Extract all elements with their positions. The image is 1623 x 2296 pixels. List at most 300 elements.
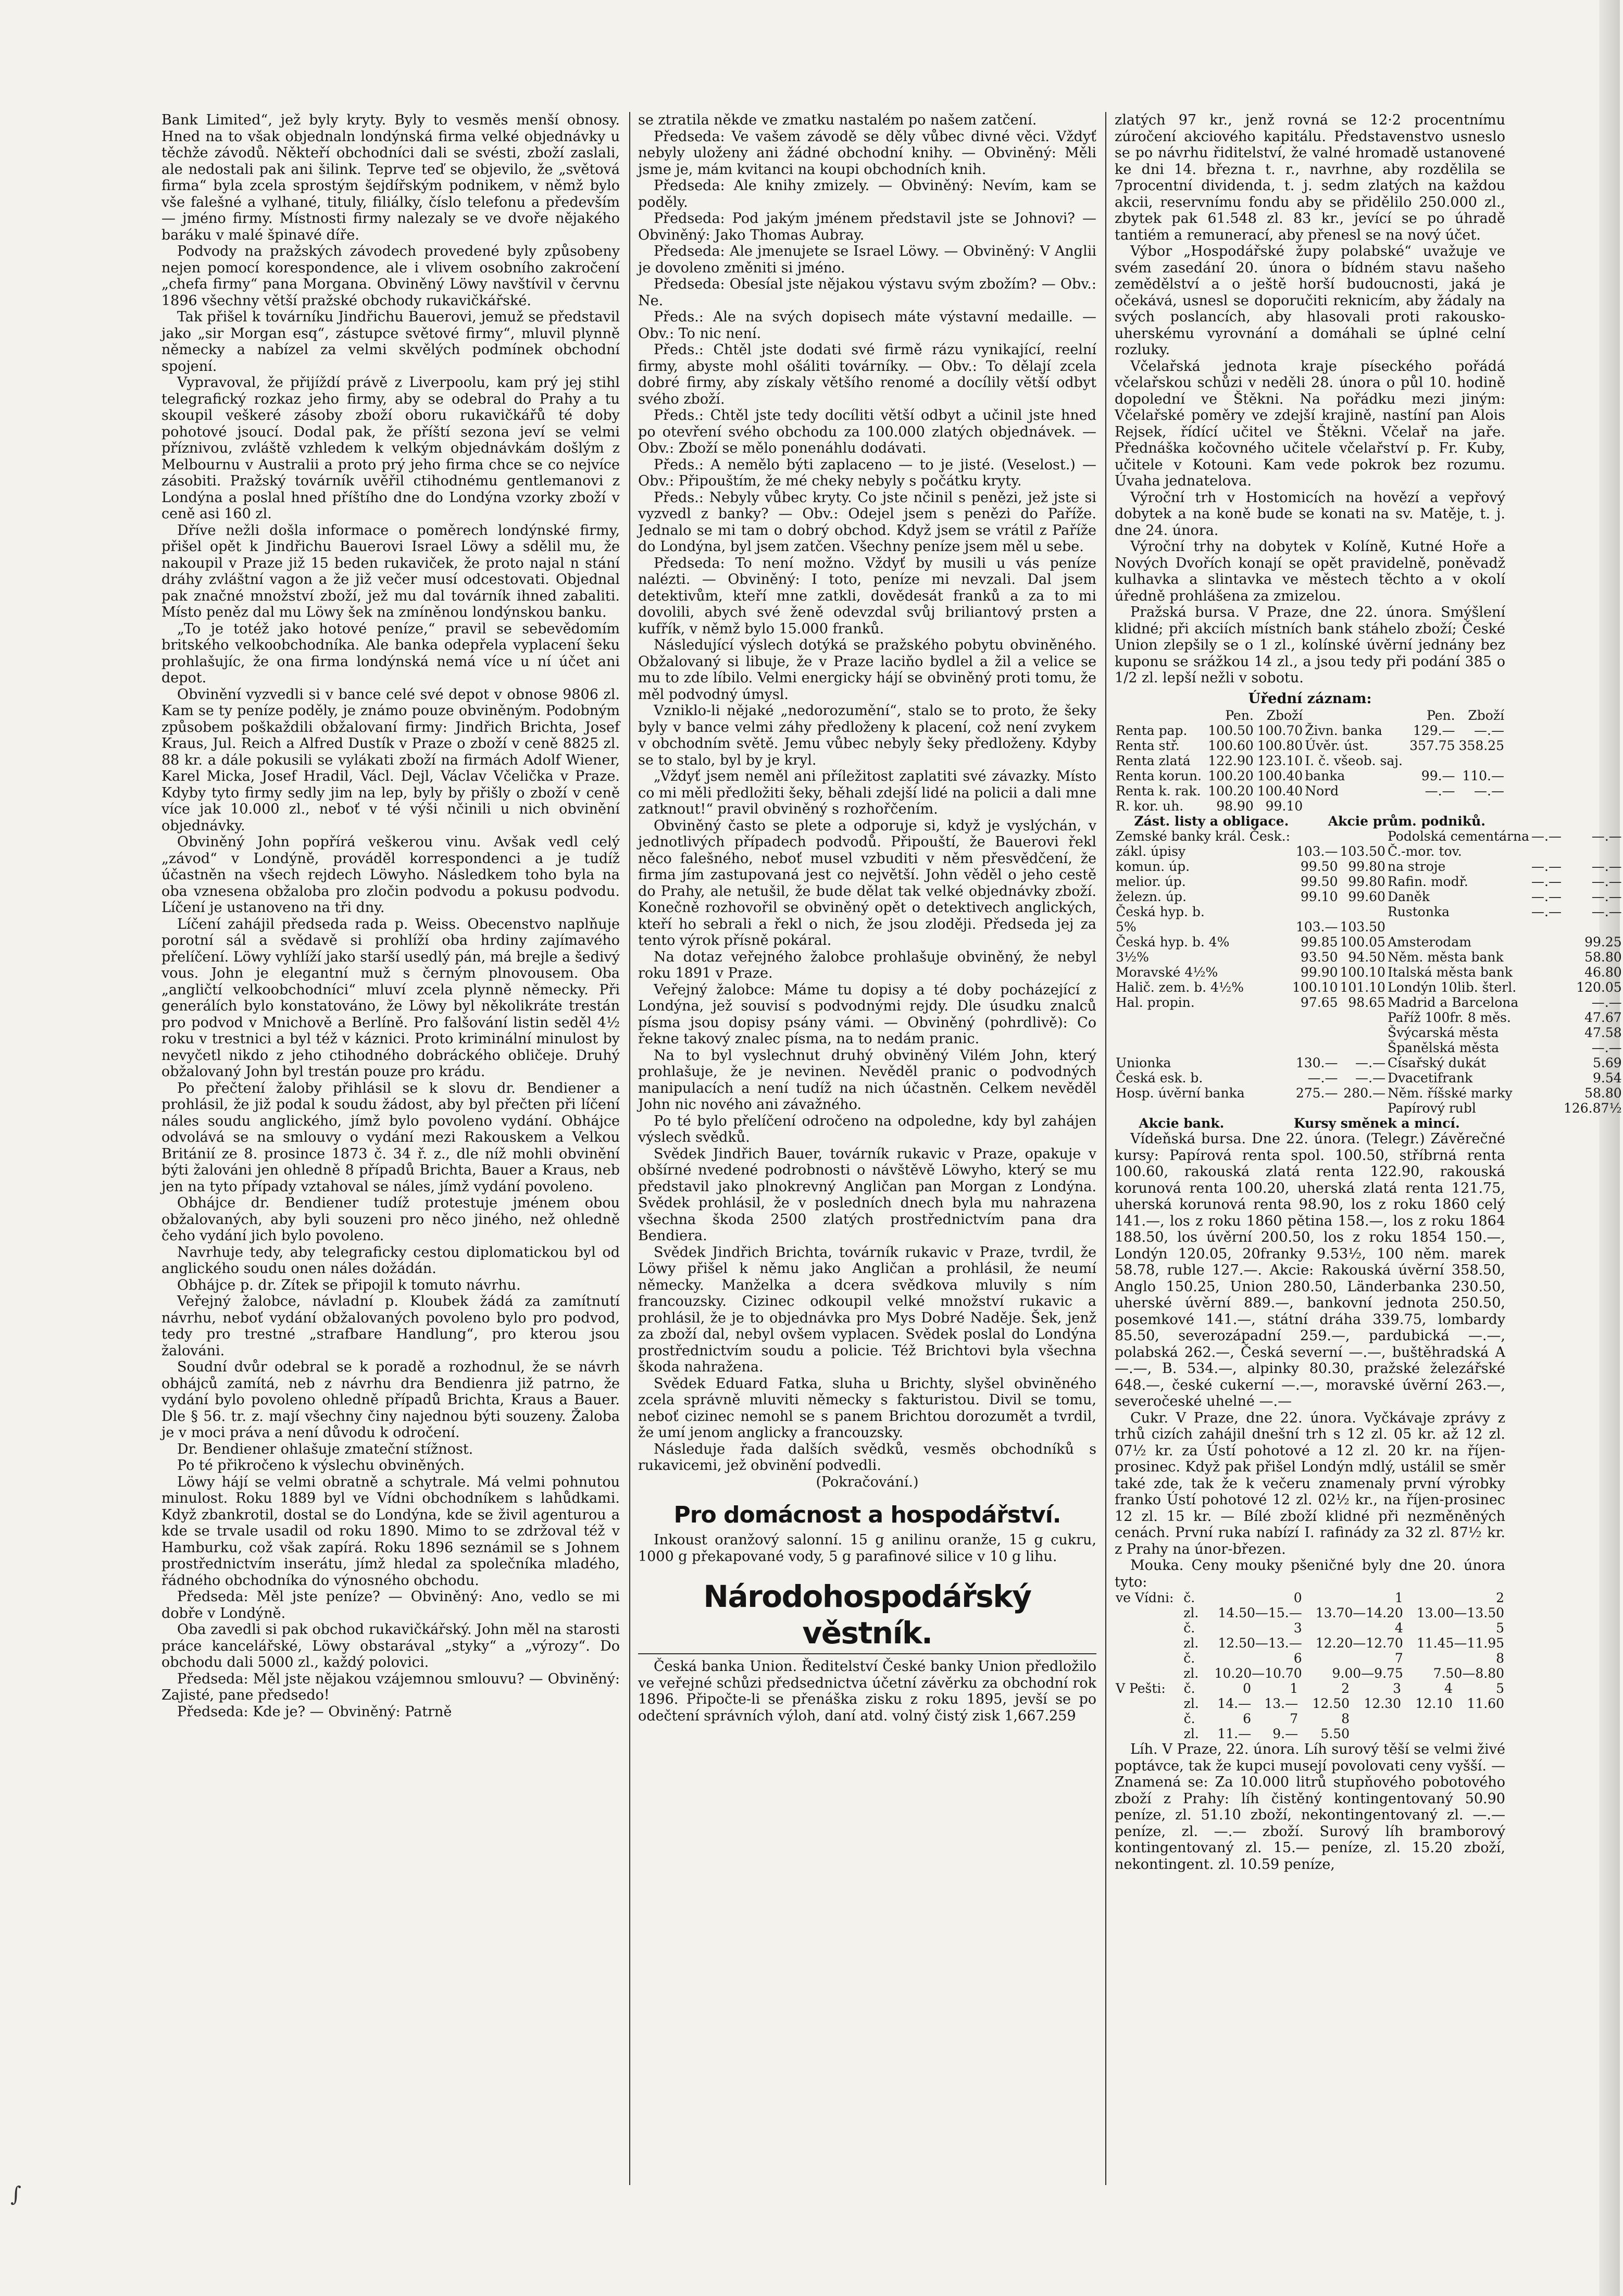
table-cell: [1530, 1025, 1563, 1040]
table-cell: Španělská města: [1387, 1040, 1500, 1055]
table-cell: [1339, 904, 1386, 919]
table-cell: 99.50: [1300, 874, 1338, 889]
table-cell: 99.85: [1300, 934, 1338, 950]
table-cell: 12.20—12.70: [1315, 1636, 1403, 1651]
table-row: [1115, 753, 1505, 768]
table-cell: 4: [1444, 1681, 1453, 1696]
table-cell: 280.—: [1343, 1085, 1385, 1101]
table-cell: 97.65: [1300, 995, 1338, 1010]
paragraph: Výroční trh v Hostomicích na hovězí a vepřový dobytek a na koně bude se konati na sv. Matěje, t. j. dne 24. února.: [1115, 489, 1505, 539]
table-cell: 101.10: [1340, 980, 1385, 995]
table-cell: Hal. propin.: [1116, 995, 1195, 1010]
table-cell: 99.80: [1348, 859, 1385, 874]
table-row: [1115, 889, 1623, 904]
table-cell: [1291, 1010, 1339, 1025]
newspaper-page: [161, 112, 1622, 2206]
paragraph: Obviněný často se plete a odporuje si, když je vyslýchán, v jednotlivých případech podvodů. Připouští, že Bauerovi řekl něco falešného, neboť musel vzbuditi v něm přesvědčení, že firma jím zastupovaná jest co největší. John věděl o jeho cestě do Prahy, ale netušil, že bude dělat tak velké objednávky zboží. Konečně rozhovořil se obviněný opět o detektivech anglických, kteří ho sebrali a řekl o nich, že jsou zloději. Předseda jej za tento výrok přísně pokáral.: [638, 817, 1096, 949]
table-cell: —.—: [1591, 1040, 1622, 1055]
table-cell: 98.65: [1348, 995, 1385, 1010]
table-row: [1115, 783, 1505, 798]
paragraph: Předseda: Ale jmenujete se Israel Löwy. — Obviněný: V Anglii je dovoleno změniti si jméno.: [638, 243, 1096, 276]
table-cell: 358.25: [1458, 738, 1504, 753]
table-cell: 14.—: [1217, 1696, 1252, 1711]
table-cell: Moravské 4½%: [1116, 965, 1218, 980]
table-row: [1115, 738, 1505, 753]
section-heading-bank-shares: Akcie bank.: [1139, 1116, 1225, 1131]
table-row: [1115, 1696, 1505, 1711]
table-cell: Nord: [1305, 783, 1339, 798]
table-cell: 100.20: [1208, 783, 1254, 798]
paragraph: Předs.: A nemělo býti zaplaceno — to je jisté. (Veselost.) — Obv.: Připouštím, že mé cheky nebyly s počátku kryty.: [638, 456, 1096, 489]
table-cell: [1407, 753, 1456, 768]
table-cell: —.—: [1474, 723, 1504, 738]
table-cell: 13.00—13.50: [1416, 1605, 1504, 1620]
table-cell: 99.60: [1348, 889, 1385, 904]
table-cell: 275.—: [1295, 1085, 1338, 1101]
table-cell: 13.70—14.20: [1315, 1605, 1403, 1620]
table-cell: [1339, 1101, 1386, 1116]
table-cell: [1530, 980, 1563, 995]
table-cell: Amsterodam: [1387, 934, 1472, 950]
table-row: [1115, 1620, 1505, 1636]
table-cell: 8: [1341, 1711, 1350, 1726]
paragraph: „To je totéž jako hotové peníze,“ pravil se sebevědomím britského velkoobchodníka. Ale banka odepřela vyplacení šeku prohlašujíc, že ona firma londýnská nemá více u ní účet ani depot.: [161, 620, 620, 686]
table-cell: 0: [1243, 1681, 1252, 1696]
table-cell: 58.80: [1584, 1085, 1622, 1101]
table-label: [1115, 1651, 1182, 1666]
table-cell: 103.50: [1340, 919, 1385, 934]
table-cell: —.—: [1474, 783, 1504, 798]
table-cell: 99.—: [1421, 768, 1455, 783]
table-cell: 47.67: [1584, 1010, 1622, 1025]
exchange-record-title: Úřední záznam:: [1248, 690, 1372, 707]
table-row: [1115, 1010, 1623, 1025]
table-row: [1115, 1681, 1505, 1696]
paragraph: Následuje řada dalších svědků, vesměs obchodníků s rukavicemi, jež obvinění podvedli.: [638, 1441, 1096, 1474]
table-cell: [1563, 919, 1623, 934]
table-row: [1115, 768, 1505, 783]
table-row: [1115, 1590, 1505, 1605]
table-cell: 11.—: [1217, 1726, 1252, 1741]
table-cell: 122.90: [1208, 753, 1254, 768]
paragraph: Obvinění vyzvedli si v bance celé své depot v obnose 9806 zl. Kam se ty peníze poděly, je známo pouze obviněným. Podobným způsobem poškaždili obžalovaní firmy: Jindřich Brichta, Josef Kraus, Jul. Reich a Alfred Dustík v Praze o zboží v ceně 8825 zl. 88 kr. a dále pokusili se vylákati zboží na firmách Adolf Wiener, Karel Micka, Josef Hradil, Václ. Dejl, Václav Včelička v Praze. Kdyby tyto firmy sedly jim na lep, byly by přišly o zboží v ceně více jak 10.000 zl., neboť v té výši nčinili u nich obvinění objednávky.: [161, 686, 620, 834]
table-cell: [1456, 753, 1505, 768]
page-edge: [1599, 0, 1620, 2296]
table-cell: [1351, 1711, 1402, 1726]
paragraph: Cukr. V Praze, dne 22. února. Vyčkávaje zprávy z trhů cizích zahájil dnešní trh s 12 zl. 05 kr. až 12 zl. 07½ kr. za Ústí pohotové a 12 zl. 20 kr. na říjen-prosinec. Když pak přišel Londýn mdlý, ustálil se směr také zde, tak že k večeru znamenaly první výrobky franko Ústí pohotové 12 zl. 02½ kr., na říjen-prosinec 12 zl. 15 kr. — Bílé zboží klidné při nezměněných cenách. První ruka nabízí I. rafinády za 32 zl. 87½ kr. z Prahy na únor-březen.: [1115, 1409, 1505, 1557]
table-cell: —.—: [1531, 829, 1562, 844]
table-cell: zl.: [1183, 1726, 1199, 1741]
table-cell: [1530, 965, 1563, 980]
table-cell: [1454, 1726, 1505, 1741]
paragraph: Svědek Jindřich Bauer, továrník rukavic v Praze, opakuje v obšírné nvedené podrobnosti o návštěvě Löwyho, který se mu představil jako plnokrevný Angličan pan Morgan z Londýna. Svědek prohlásil, že v posledních dnech byla mu nahrazena všechna škoda 2500 zlatých prostřednictvím pana dra Bendiera.: [638, 1145, 1096, 1244]
table-cell: [1339, 1010, 1386, 1025]
table-label: [1115, 1726, 1183, 1741]
paragraph: Předseda: Měl jste peníze? — Obviněný: Ano, vedlo se mi dobře v Londýně.: [161, 1589, 620, 1621]
table-cell: Paříž 100fr. 8 měs.: [1387, 1010, 1511, 1025]
table-cell: —.—: [1531, 889, 1562, 904]
table-cell: č.: [1183, 1681, 1195, 1696]
paragraph: Líh. V Praze, 22. února. Líh surový těší se velmi živé poptávce, tak že kupci musejí povolovati ceny vyšší. — Znamená se: Za 10.000 litrů stupňového pobotového zboží z Prahy: líh čistěný kontingentovaný 50.90 peníze, zl. 51.10 zboží, nekontingentovaný zl. —.— peníze, zl. —.— zboží. Surový líh bramborový kontingentovaný zl. 15.— peníze, zl. 15.20 zboží, nekontingent. zl. 10.59 peníze,: [1115, 1741, 1505, 1873]
table-row: [1115, 1101, 1623, 1116]
table-cell: 99.25: [1584, 934, 1622, 950]
table-cell: [1530, 844, 1563, 859]
flour-prices-pest: [1115, 1681, 1505, 1741]
table-row: [1115, 1025, 1623, 1040]
table-cell: 12.10: [1415, 1696, 1453, 1711]
column-1: [161, 112, 620, 2201]
table-cell: zl.: [1183, 1666, 1199, 1681]
paragraph: Oba zavedli si pak obchod rukavičkářský. John měl na starosti práce kancelářské, Löwy obstarával „styky“ a „výrozy“. Do obchodu dali 5000 zl., každý polovici.: [161, 1621, 620, 1670]
table-cell: Renta pap.: [1116, 723, 1188, 738]
table-cell: 3½%: [1116, 950, 1149, 965]
table-cell: 13.—: [1264, 1696, 1299, 1711]
table-cell: Živn. banka: [1305, 723, 1382, 738]
table-cell: 2: [1341, 1681, 1350, 1696]
paragraph: Pražská bursa. V Praze, dne 22. února. Smýšlení klidné; při akciích místních bank stáhelo zboží; České Union zlepšily se o 1 zl., kolínské úvěrní jednány bez kuponu se srážkou 14 zl., a jsou tedy při podání 385 o 1/2 zl. lepší nežli v sobotu.: [1115, 604, 1505, 686]
table-cell: Císařský dukát: [1387, 1055, 1487, 1070]
table-cell: —.—: [1307, 1070, 1338, 1085]
table-cell: 1: [1394, 1590, 1403, 1605]
table-cell: 100.10: [1292, 980, 1338, 995]
table-cell: [1339, 1025, 1386, 1040]
table-cell: Hosp. úvěrní banka: [1116, 1085, 1245, 1101]
table-label: [1115, 1696, 1183, 1711]
table-row: [1115, 723, 1505, 738]
table-cell: [1351, 1726, 1402, 1741]
table-cell: Papírový rubl: [1387, 1101, 1476, 1116]
table-cell: 6: [1293, 1651, 1302, 1666]
paragraph: Veřejný žalobce, návladní p. Kloubek žádá za zamítnutí návrhu, neboť vydání obžalovaných povoleno bylo pro podvod, tedy pro trestné „strafbare Handlung“, pro kterou jsou žalováni.: [161, 1293, 620, 1359]
table-cell: Česká hyp. b. 4%: [1116, 934, 1230, 950]
table-cell: 99.90: [1300, 965, 1338, 980]
table-cell: č.: [1183, 1590, 1195, 1605]
table-cell: 100.05: [1340, 934, 1385, 950]
table-row: [1115, 980, 1623, 995]
table-cell: R. kor. uh.: [1116, 798, 1184, 814]
table-cell: 1: [1290, 1681, 1299, 1696]
table-cell: č.: [1183, 1620, 1195, 1636]
table-cell: 99.80: [1348, 874, 1385, 889]
table-cell: 94.50: [1348, 950, 1385, 965]
section-headings-row: [1115, 814, 1505, 829]
table-cell: 99.10: [1300, 889, 1338, 904]
table-row: [1115, 1726, 1505, 1741]
table-cell: 100.80: [1257, 738, 1303, 753]
table-cell: 130.—: [1295, 1055, 1338, 1070]
paragraph: Na to byl vyslechnut druhý obviněný Vilém John, který prohlašuje, že je nevinen. Nevěděl pranic o podvodných manipulacích a není tudíž na nich účastněn. Celkem nevěděl John nic nového ani závažného.: [638, 1047, 1096, 1113]
table-cell: —.—: [1591, 904, 1622, 919]
table-row: [1115, 1070, 1623, 1085]
paragraph: Obhájce p. dr. Zítek se připojil k tomuto návrhu.: [177, 1277, 521, 1293]
table-row: [1115, 798, 1505, 814]
table-cell: 126.87½: [1563, 1101, 1622, 1116]
table-cell: —.—: [1591, 829, 1622, 844]
paragraph: Předseda: To není možno. Vždyť by musili u vás peníze nalézti. — Obviněný: I toto, peníze mi nevzali. Dal jsem detektivům, kteří mne zatkli, dovědesát franků a za to mi dovolili, abych své ženě odevzdal svůj briliantový prsten a kufřík, v němž bylo 15.000 franků.: [638, 555, 1096, 637]
table-cell: 99.10: [1265, 798, 1303, 814]
section-headings-row: [1115, 1116, 1505, 1131]
table-cell: [1563, 844, 1623, 859]
paragraph: Po té bylo přelíčení odročeno na odpoledne, kdy byl zahájen výslech svědků.: [638, 1113, 1096, 1145]
paragraph: Svědek Eduard Fatka, sluha u Brichty, slyšel obviněného zcela správně mluviti německy s fakturistou. Divil se tomu, neboť cizinec nemohl se s panem Brichtou dorozumět a tvrdil, že umí jenom anglicky a francouzsky.: [638, 1375, 1096, 1441]
table-cell: 103.—: [1295, 844, 1338, 859]
table-cell: 9.—: [1272, 1726, 1299, 1741]
table-cell: 11.45—11.95: [1416, 1636, 1504, 1651]
table-cell: 100.20: [1208, 768, 1254, 783]
table-cell: Renta zlatá: [1116, 753, 1191, 768]
section-heading-industrial-shares: Akcie prům. podniků.: [1328, 814, 1485, 829]
table-cell: 6: [1243, 1711, 1252, 1726]
table-cell: [1339, 1040, 1386, 1055]
table-cell: 110.—: [1462, 768, 1504, 783]
table-header: Pen.: [1225, 708, 1254, 723]
table-cell: [1115, 1101, 1291, 1116]
exchange-table-2: [1115, 829, 1623, 1116]
paragraph: Podvody na pražských závodech provedené byly způsobeny nejen pomocí korespondence, ale i vlivem osobního zakročení „chefa firmy“ pana Morgana. Obviněný Löwy navštívil v červnu 1896 všechny větší pražské obchody rukavičkářské.: [161, 243, 620, 309]
exchange-table-1: [1115, 708, 1505, 814]
table-cell: 3: [1393, 1681, 1402, 1696]
table-cell: 103.50: [1340, 844, 1385, 859]
table-cell: 99.50: [1300, 859, 1338, 874]
paragraph: Dr. Bendiener ohlašuje zmateční stížnost.: [177, 1441, 473, 1457]
table-row: [1115, 859, 1623, 874]
table-cell: [1402, 1711, 1454, 1726]
table-cell: Něm. města bank: [1387, 950, 1504, 965]
table-cell: 5.69: [1593, 1055, 1622, 1070]
table-cell: Italská města bank: [1387, 965, 1513, 980]
continuation-note: (Pokračování.): [816, 1474, 919, 1490]
paragraph: Vzniklo-li nějaké „nedorozumění“, stalo se to proto, že šeky byly v bance velmi záhy předloženy k placení, což není zvykem v obchodním světě. Jemu vůbec nebyly šeky předloženy. Kdyby se to stalo, byl by je kryl.: [638, 703, 1096, 768]
table-cell: 98.90: [1216, 798, 1254, 814]
table-cell: Renta stř.: [1116, 738, 1180, 753]
table-cell: —.—: [1531, 859, 1562, 874]
table-cell: Renta korun.: [1116, 768, 1202, 783]
table-cell: Rustonka: [1387, 904, 1450, 919]
table-label: [1115, 1666, 1182, 1681]
table-cell: 58.80: [1584, 950, 1622, 965]
paragraph: „Vždyť jsem neměl ani příležitost zaplatiti své závazky. Místo co mi měli předložiti šeky, běhali zdejší lidé na policii a dali mne zatknout!“ pravil obviněný s rozhořčením.: [638, 768, 1096, 817]
table-row: [1115, 1040, 1623, 1055]
table-cell: Č.-mor. tov.: [1387, 844, 1462, 859]
table-cell: na stroje: [1387, 859, 1446, 874]
table-cell: Česká esk. b.: [1116, 1070, 1203, 1085]
table-cell: [1291, 1101, 1339, 1116]
table-row: [1115, 1085, 1623, 1101]
table-cell: 14.50—15.—: [1218, 1605, 1302, 1620]
table-cell: 4: [1394, 1620, 1403, 1636]
table-row: [1115, 1711, 1505, 1726]
paragraph: Na dotaz veřejného žalobce prohlašuje obviněný, že nebyl roku 1891 v Praze.: [638, 949, 1096, 981]
table-cell: Londýn 10lib. šterl.: [1387, 980, 1517, 995]
table-cell: zákl. úpisy: [1116, 844, 1186, 859]
table-cell: —.—: [1425, 783, 1455, 798]
table-cell: Rafin. modř.: [1387, 874, 1468, 889]
table-row: [1115, 844, 1623, 859]
table-header: Pen.: [1427, 708, 1455, 723]
table-cell: [1291, 904, 1339, 919]
table-row: [1115, 1636, 1505, 1651]
table-cell: 93.50: [1300, 950, 1338, 965]
paragraph: Následující výslech dotýká se pražského pobytu obviněného. Obžalovaný si libuje, že v Praze laciňo bydlel a žil a velice se mu to zde líbilo. Velmi energicky hájí se obviněný proti tomu, že měl podvodný úmysl.: [638, 637, 1096, 703]
table-cell: —.—: [1591, 995, 1622, 1010]
paragraph: Předseda: Měl jste nějakou vzájemnou smlouvu? — Obviněný: Zajisté, pane předsedo!: [161, 1670, 620, 1703]
paragraph: Dříve nežli došla informace o poměrech londýnské firmy, přišel opět k Jindřichu Bauerovi Israel Löwy a sdělil mu, že nakoupil v Praze již 15 beden rukaviček, že proto najal n stání dráhy zvláštní vagon a že již večer musí odcestovati. Objednal pak značné množství zboží, jež mu dal továrník ihned zabaliti. Místo peněz dal mu Löwy šek na zmíněnou londýnskou banku.: [161, 522, 620, 620]
table-cell: zl.: [1183, 1696, 1199, 1711]
paragraph: Předseda: Ve vašem závodě se děly vůbec divné věci. Vždyť nebyly uloženy ani žádné obchodní knihy. — Obviněný: Měli jsme je, mám kvitanci na koupi obchodních knih.: [638, 128, 1096, 178]
table-cell: 12.30: [1364, 1696, 1402, 1711]
table-cell: Podolská cementárna: [1387, 829, 1530, 844]
table-cell: [1407, 798, 1456, 814]
paragraph: Svědek Jindřich Brichta, továrník rukavic v Praze, tvrdil, že Löwy přišel k němu jako Angličan a prohlásil, že neumí německy. Manželka a dcera svědkova mluvily s ním francouzsky. Cizinec odkoupil velké množství rukavic a prohlásil, že je to objednávka pro Mys Dobré Naděje. Šek, jenž za zboží dal, nebyl ovšem vyplacen. Svědek poslal do Londýna prostřednictvím soudu a policie. Též Brichtovi byla všechna škoda nahražena.: [638, 1244, 1096, 1375]
table-cell: 100.50: [1208, 723, 1254, 738]
paragraph: Předseda: Kde je? — Obviněný: Patrně: [177, 1703, 452, 1720]
table-row: [1115, 919, 1623, 934]
table-cell: —.—: [1591, 889, 1622, 904]
table-cell: [1530, 1055, 1563, 1070]
paragraph: Předs.: Ale na svých dopisech máte výstavní medaille. — Obv.: To nic není.: [638, 309, 1096, 342]
paragraph: se ztratila někde ve zmatku nastalém po našem zatčení.: [638, 112, 1037, 128]
paragraph: Vypravoval, že přijíždí právě z Liverpoolu, kam prý jej stihl telegrafický rozkaz jeho firmy, aby se odebral do Prahy a tu skoupil veškeré zásoby zboží oboru rukavičkářů té doby pohotové jsoucí. Dodal pak, že příští sezona jeví se velmi příznivou, zvláště vzhledem k velkým objednávkám došlým z Melbournu v Australii a proto prý jeho firma chce se co nejvíce zásobiti. Pražský továrník uvěřil ctihodnému gentlemanovi z Londýna a poslal hned příštího dne do Londýna vzorky zboží v ceně asi 160 zl.: [161, 375, 620, 522]
table-cell: Renta k. rak.: [1116, 783, 1201, 798]
table-cell: 0: [1293, 1590, 1302, 1605]
table-cell: [1530, 1010, 1563, 1025]
paragraph: Navrhuje tedy, aby telegraficky cestou diplomatickou byl od anglického soudu onen náles dožádán.: [161, 1244, 620, 1277]
table-cell: [1115, 1040, 1291, 1055]
table-cell: 12.50: [1312, 1696, 1350, 1711]
table-cell: [1115, 1010, 1291, 1025]
table-cell: Úvěr. úst.: [1305, 738, 1369, 753]
table-row: [1115, 965, 1623, 980]
table-cell: —.—: [1591, 859, 1622, 874]
paragraph: Výroční trhy na dobytek v Kolíně, Kutné Hoře a Nových Dvořích konají se opět pravidelně, poněvadž kulhavka a slintavka ve městech těchto a v okolí úředně prohlášena za zmizelou.: [1115, 539, 1505, 604]
paragraph: Tak přišel k továrníku Jindřichu Bauerovi, jemuž se představil jako „sir Morgan esq“, zástupce světové firmy“, mluvil plynně německy a nabízel za velmi skvělých podmínek obchodní spojení.: [161, 309, 620, 375]
table-row: [1115, 1605, 1505, 1620]
table-cell: 103.—: [1295, 919, 1338, 934]
table-cell: komun. úp.: [1116, 859, 1190, 874]
table-cell: Unionka: [1116, 1055, 1171, 1070]
table-header: Zboží: [1266, 708, 1303, 723]
table-cell: [1530, 1085, 1563, 1101]
table-header: Zboží: [1468, 708, 1504, 723]
table-cell: 123.10: [1257, 753, 1303, 768]
column-rule-1: [629, 112, 630, 2185]
table-cell: Halič. zem. b. 4½%: [1116, 980, 1244, 995]
table-row: [1115, 1666, 1505, 1681]
table-row: [1115, 950, 1623, 965]
table-row: [1115, 874, 1623, 889]
margin-mark: ∫: [10, 2182, 21, 2206]
table-cell: 100.10: [1340, 965, 1385, 980]
paragraph: Předs.: Nebyly vůbec kryty. Co jste nčinil s penězi, jež jste si vyzvedl z banky? — Obv.: Odejel jsem s penězi do Paříže. Jednalo se mi tam o dobrý obchod. Když jsem se vrátil z Paříže do Londýna, byl jsem zatčen. Všechny peníze jsem měl u sebe.: [638, 489, 1096, 555]
table-row: [1115, 1651, 1505, 1666]
table-label: [1115, 1620, 1182, 1636]
paragraph: Bank Limited“, jež byly kryty. Byly to vesměs menší obnosy. Hned na to však objednaln londýnská firma velké objednávky u těchže závodů. Někteří obchodníci dali se svésti, zboží zaslali, ale nedostali pak ani šilink. Teprve teď se objevilo, že „světová firma“ byla zcela sprostým šejdířským podnikem, v němž bylo vše falešné a vylhané, tituly, filiálky, číslo telefonu a především — jméno firmy. Místnosti firmy nalezaly se ve dvoře nějakého baráku v malé špinavé díře.: [161, 112, 620, 243]
table-cell: [1454, 1711, 1505, 1726]
table-cell: [1530, 919, 1563, 934]
table-cell: Něm. říšské marky: [1387, 1085, 1513, 1101]
paragraph: Obhájce dr. Bendiener tudíž protestuje jménem obou obžalovaných, aby byli souzeni pro něco jiného, než ohledně čeho vydání jich bylo povoleno.: [161, 1195, 620, 1244]
table-cell: [1339, 829, 1386, 844]
table-cell: —.—: [1591, 874, 1622, 889]
table-row: [1115, 995, 1623, 1010]
section-heading-bills-coins: Kursy směnek a mincí.: [1293, 1116, 1460, 1131]
table-cell: Dvacetifrank: [1387, 1070, 1473, 1085]
paragraph: Česká banka Union. Ředitelství České banky Union předložilo ve veřejné schůzi předsednictva účetní závěrku za obchodní rok 1896. Připočte-li se přenáška zisku z roku 1895, jevší se po odečtení správních výloh, daní atd. volný čistý zisk 1,667.259: [638, 1658, 1096, 1724]
table-cell: 47.58: [1584, 1025, 1622, 1040]
table-cell: 5.50: [1320, 1726, 1350, 1741]
table-cell: 100.40: [1257, 768, 1303, 783]
table-cell: [1530, 950, 1563, 965]
column-3: [1115, 112, 1622, 2201]
table-cell: 5%: [1116, 919, 1137, 934]
table-cell: Švýcarská města: [1387, 1025, 1499, 1040]
table-row: [1115, 934, 1623, 950]
table-cell: č.: [1183, 1711, 1195, 1726]
paragraph: Předs.: Chtěl jste tedy docíliti větší odbyt a učinil jste hned po otevření svého obchodu za 100.000 zlatých objednávek. — Obv.: Zboží se mělo ponenáhlu dodávati.: [638, 407, 1096, 456]
table-cell: železn. úp.: [1116, 889, 1187, 904]
section-heading-household: Pro domácnost a hospodářství.: [673, 1502, 1061, 1528]
table-cell: 120.05: [1576, 980, 1622, 995]
section-heading-economic-bulletin: Národohospodářský věstník.: [638, 1578, 1096, 1654]
table-cell: [1402, 1726, 1454, 1741]
table-cell: [1387, 919, 1530, 934]
paragraph: Líčení zahájil předseda rada p. Weiss. Obecenstvo naplňuje porotní sál a svědavě si prohlíží oba hrdiny zajímavého přelíčení. Löwy vyhlíží jako starší usedlý pán, má brejle a šedivý vous. John je elegantní muž s černým plnovousem. Oba „angličtí velkoobchodníci“ mluví zcela plynně německy. Při generálích bylo konstatováno, že Löwy byl několikráte trestán pro podvod v Mnichově a Berlíně. Pro falšování listin seděl 4½ roku v trestnici a byl též v káznici. Proto kriminální minulost by nevyčetl nikdo z jeho ctihodného dobráckého obličeje. Druhý obžalovaný John byl trestán pouze pro krádu.: [161, 916, 620, 1080]
table-cell: [1530, 1040, 1563, 1055]
paragraph: zlatých 97 kr., jenž rovná se 12·2 procentnímu zúročení akciového kapitálu. Představenstvo usneslo se po návrhu řiditelství, že valné hromadě ustanovené ke dni 14. března t. r., navrhne, aby rozdělila se 7procentní dividenda, t. j. sedm zlatých na každou akcii, reservnímu fondu aby se přidělilo 250.000 zl., zbytek pak 61.548 zl. 83 kr., jevící se po úhradě tantiém a remunerací, aby přenesl se na nový účet.: [1115, 112, 1505, 243]
table-label: [1115, 1636, 1182, 1651]
table-cell: [1456, 798, 1505, 814]
table-cell: 7: [1290, 1711, 1299, 1726]
paragraph: Výbor „Hospodářské župy polabské“ uvažuje ve svém zasedání 20. února o bídném stavu našeho zemědělství a o ještě horší budoucnosti, jaká je očekává, usnesl se doporučiti reknicím, aby žádaly na svých poslancích, aby hlasovali proti rakousko-uherskému vyrovnání a domáhali se úplné celní rozluky.: [1115, 243, 1505, 358]
paragraph: Předseda: Pod jakým jménem představil jste se Johnovi? — Obviněný: Jako Thomas Aubray.: [638, 210, 1096, 243]
paragraph: Vídeňská bursa. Dne 22. února. (Telegr.) Závěrečné kursy: Papírová renta spol. 100.50, stříbrná renta 100.60, rakouská zlatá renta 122.90, rakouská korunová renta 100.20, uherská zlatá renta 121.75, uherská korunová renta 98.90, los z roku 1860 celý 141.—, los z roku 1860 pětina 158.—, los z roku 1864 188.50, los úvěrní 200.50, los z roku 1854 150.—, Londýn 120.05, 20franky 9.53½, 100 něm. marek 58.78, ruble 127.—. Akcie: Rakouská úvěrní 358.50, Anglo 150.25, Union 280.50, Länderbanka 230.50, uherské úvěrní 889.—, bankovní jednota 250.50, posemkové 141.—, státní dráha 339.75, lombardy 85.50, severozápadní 259.—, pardubická —.—, polabská 262.—, Česká severní —.—, buštěhradská A —.—, B. 534.—, alpinky 80.30, pražské železářské 648.—, české cukerní —.—, moravské úvěrní 263.—, severočeské uhelné —.—: [1115, 1131, 1505, 1409]
table-cell: [1115, 1025, 1291, 1040]
table-row: [1115, 1055, 1623, 1070]
table-label: [1115, 1711, 1183, 1726]
table-cell: zl.: [1183, 1605, 1199, 1620]
table-cell: [1291, 829, 1339, 844]
table-cell: 100.70: [1257, 723, 1303, 738]
paragraph: Po přečtení žaloby přihlásil se k slovu dr. Bendiener a prohlásil, že již podal k soudu žádost, aby byl přečten při líčení náles soudu anglického, jímž bylo povoleno vydání. Obhájce odvolává se na smlouvy o vydání mezi Rakouskem a Velkou Británií ze 8. prosince 1873 č. 34 ř. z., dle níž mohli obvinění býti žalováni jen ohledně 8 případů Brichta, Bauer a Kraus, neb jen na tyto případy vztahoval se náles, jímž vydání povoleno.: [161, 1080, 620, 1195]
table-cell: —.—: [1531, 904, 1562, 919]
paragraph: Předseda: Obesíal jste nějakou výstavu svým zbožím? — Obv.: Ne.: [638, 276, 1096, 309]
table-cell: 5: [1496, 1681, 1504, 1696]
column-rule-2: [1105, 112, 1106, 2185]
table-cell: 10.20—10.70: [1214, 1666, 1302, 1681]
table-cell: melior. úp.: [1116, 874, 1186, 889]
paragraph: Předs.: Chtěl jste dodati své firmě rázu vynikající, reelní firmy, abyste mohl ošáliti továrníky. — Obv.: To dělají zcela dobré firmy, aby získaly většího renomé a docílily větší odbyt svého zboží.: [638, 342, 1096, 407]
table-cell: 3: [1293, 1620, 1302, 1636]
table-cell: 100.40: [1257, 783, 1303, 798]
table-cell: [1530, 1070, 1563, 1085]
table-label: V Pešti:: [1116, 1681, 1166, 1696]
table-row: [1115, 904, 1623, 919]
paragraph: Předseda: Ale knihy zmizely. — Obviněný: Nevím, kam se poděly.: [638, 178, 1096, 210]
section-heading-bonds: Zást. listy a obligace.: [1134, 814, 1289, 829]
paragraph: Inkoust oranžový salonní. 15 g anilinu oranže, 15 g cukru, 1000 g překapované vody, 5 g parafinové silice v 10 g lihu.: [638, 1532, 1096, 1565]
table-cell: 46.80: [1584, 965, 1622, 980]
table-cell: 9.00—9.75: [1332, 1666, 1403, 1681]
table-cell: Zemské banky král. Česk.:: [1116, 829, 1290, 844]
table-cell: 2: [1496, 1590, 1504, 1605]
table-cell: 5: [1496, 1620, 1504, 1636]
paragraph: Obviněný John popřírá veškerou vinu. Avšak vedl celý „závod“ v Londýně, prováděl korrespondenci a je tudíž účastněn na všech rejdech Löwyho. Následkem toho byla na oba vznesena obžaloba pro zločin podvodu a pokusu podvodu. Líčení je ustanoveno na tři dny.: [161, 834, 620, 916]
paragraph: Löwy hájí se velmi obratně a schytrale. Má velmi pohnutou minulost. Roku 1889 byl ve Vídni obchodníkem s lahůdkami. Když zbankrotil, dostal se do Londýna, kde se živil agenturou a kde se trvale usadil od roku 1890. Mimo to se zdržoval též v Hamburku, což však zapírá. Roku 1896 seznámil se s Johnem prostřednictvím inserátu, jímž hledal za společníka mladého, řádného obchodníka do výnosného obchodu.: [161, 1474, 620, 1589]
paragraph: Veřejný žalobce: Máme tu dopisy a té doby pocházející z Londýna, jež souvisí s podvodnými rejdy. Dle úsudku znalců písma jsou dopisy psány vámi. — Obviněný (pohrdlivě): Co řekne takový znalec písma, na to nedám pranic.: [638, 981, 1096, 1047]
table-cell: 7.50—8.80: [1433, 1666, 1504, 1681]
table-label: [1115, 1605, 1182, 1620]
table-cell: Daněk: [1387, 889, 1430, 904]
